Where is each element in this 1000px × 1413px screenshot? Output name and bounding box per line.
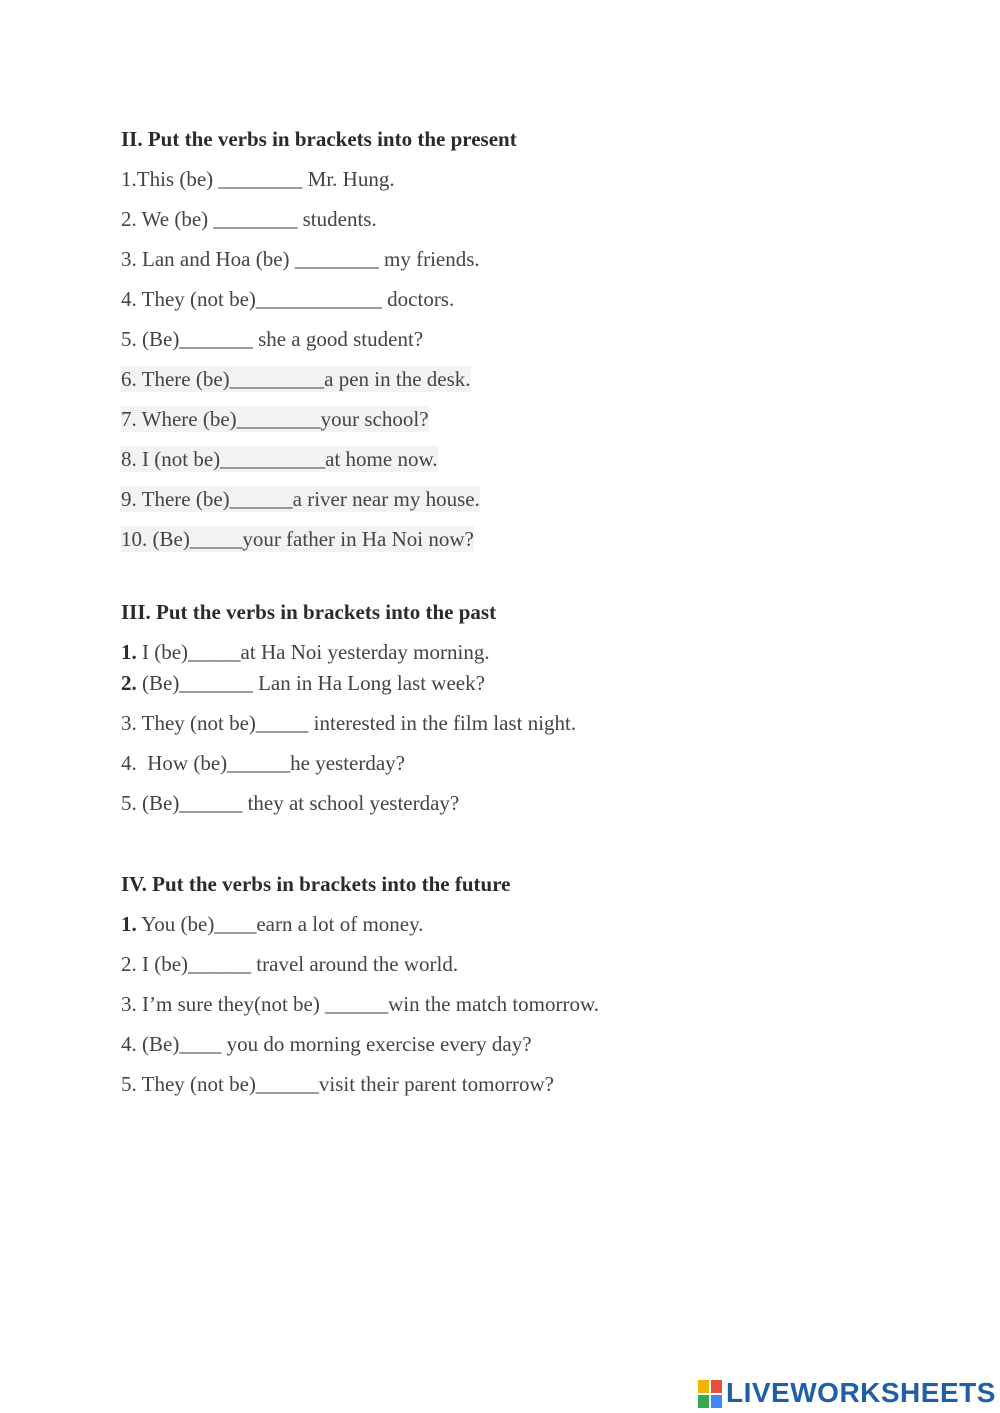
item-number: 4. [121, 751, 137, 775]
item-number: 5. [121, 327, 137, 351]
exercise-item [121, 911, 881, 937]
item-text: (Be)_______ Lan in Ha Long last week? [136, 671, 485, 695]
exercise-item [121, 1031, 881, 1057]
exercise-item [121, 366, 881, 392]
item-text: They (not be)____________ doctors. [136, 287, 455, 311]
item-number: 1. [121, 640, 137, 664]
exercise-item [121, 1071, 881, 1097]
exercise-item [121, 670, 881, 696]
item-number: 3. [121, 711, 137, 735]
item-number: 1. [121, 912, 137, 936]
item-text: We (be) ________ students. [136, 207, 377, 231]
item-text: How (be)______he yesterday? [136, 751, 405, 775]
exercise-item [121, 406, 881, 432]
exercise-item [121, 446, 881, 472]
item-number: 1. [121, 167, 137, 191]
item-number: 4. [121, 287, 137, 311]
highlight [121, 406, 429, 432]
item-number: 7. [121, 407, 137, 431]
exercise-item [121, 526, 881, 552]
item-number: 5. [121, 791, 137, 815]
item-number: 8. [121, 447, 137, 471]
section-future [121, 871, 881, 1097]
item-number: 2. [121, 671, 137, 695]
item-text: (Be)_____your father in Ha Noi now? [147, 527, 474, 551]
section-past [121, 599, 881, 816]
exercise-item [121, 246, 881, 272]
item-text: They (not be)______visit their parent tomorrow? [136, 1072, 554, 1096]
item-text: You (be)____earn a lot of money. [136, 912, 424, 936]
exercise-item [121, 750, 881, 776]
item-number: 6. [121, 367, 137, 391]
item-number: 10. [121, 527, 148, 551]
item-text: There (be)______a river near my house. [136, 487, 480, 511]
item-number: 5. [121, 1072, 137, 1096]
section-heading-past: III. Put the verbs in brackets into the past [121, 600, 497, 624]
logo-mark-icon [698, 1378, 722, 1408]
exercise-item [121, 286, 881, 312]
highlight [121, 366, 471, 392]
item-text: I’m sure they(not be) ______win the match tomorrow. [136, 992, 600, 1016]
item-text: Lan and Hoa (be) ________ my friends. [136, 247, 480, 271]
exercise-item [121, 326, 881, 352]
item-text: (Be)_______ she a good student? [136, 327, 424, 351]
item-number: 3. [121, 992, 137, 1016]
highlight [121, 526, 474, 552]
exercise-item [121, 486, 881, 512]
section-heading-present: II. Put the verbs in brackets into the present [121, 127, 517, 151]
item-number: 2. [121, 952, 137, 976]
item-text: I (not be)__________at home now. [136, 447, 438, 471]
item-text: (Be)____ you do morning exercise every day? [136, 1032, 532, 1056]
exercise-item [121, 991, 881, 1017]
liveworksheets-logo[interactable] [698, 1376, 996, 1410]
item-text: They (not be)_____ interested in the film last night. [136, 711, 577, 735]
exercise-item [121, 710, 881, 736]
section-heading-future: IV. Put the verbs in brackets into the future [121, 872, 511, 896]
item-number: 3. [121, 247, 137, 271]
item-text: I (be)______ travel around the world. [136, 952, 459, 976]
item-text: There (be)_________a pen in the desk. [136, 367, 471, 391]
item-number: 4. [121, 1032, 137, 1056]
exercise-item [121, 951, 881, 977]
item-text: Where (be)________your school? [136, 407, 429, 431]
exercise-item [121, 206, 881, 232]
item-text: This (be) ________ Mr. Hung. [136, 167, 395, 191]
exercise-item [121, 639, 881, 665]
item-text: I (be)_____at Ha Noi yesterday morning. [136, 640, 490, 664]
section-present [121, 126, 881, 552]
logo-text: LIVEWORKSHEETS [726, 1377, 996, 1408]
item-text: (Be)______ they at school yesterday? [136, 791, 460, 815]
highlight [121, 446, 438, 472]
exercise-item [121, 790, 881, 816]
exercise-item [121, 166, 881, 192]
highlight [121, 486, 480, 512]
item-number: 9. [121, 487, 137, 511]
item-number: 2. [121, 207, 137, 231]
